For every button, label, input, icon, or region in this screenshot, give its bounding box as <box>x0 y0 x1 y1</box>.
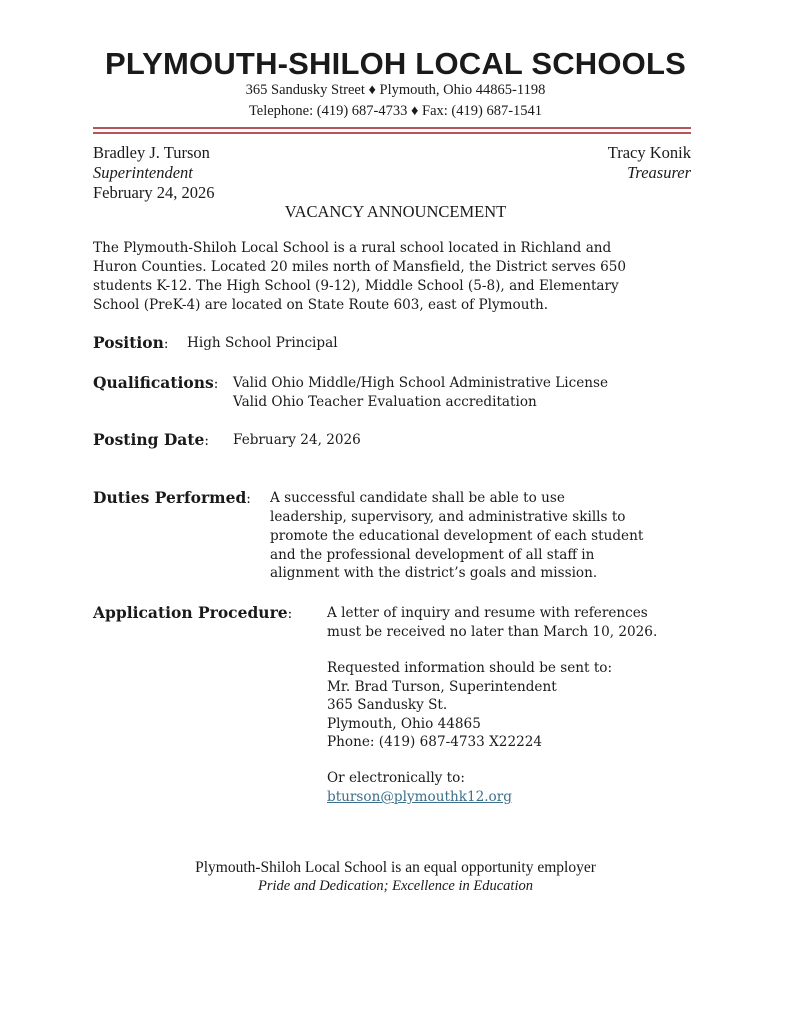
duties-line: and the professional development of all staff in <box>270 547 595 563</box>
intro-line: School (PreK-4) are located on State Route 603, east of Plymouth. <box>93 297 549 313</box>
equal-opportunity-statement: Plymouth-Shiloh Local School is an equal opportunity employer <box>195 859 596 876</box>
application-line: Requested information should be sent to: <box>327 660 613 676</box>
position-value: High School Principal <box>187 335 338 351</box>
application-line: must be received no later than March 10, 2026. <box>327 624 658 640</box>
application-line: Phone: (419) 687-4733 X22224 <box>327 734 543 750</box>
posting-date-label: Posting Date <box>93 430 205 449</box>
superintendent-name: Bradley J. Turson <box>93 143 210 162</box>
application-line: 365 Sandusky St. <box>327 697 448 713</box>
duties-label: Duties Performed <box>93 488 247 507</box>
duties-line: promote the educational development of each student <box>270 528 644 544</box>
intro-line: The Plymouth-Shiloh Local School is a rural school located in Richland and <box>93 240 612 256</box>
header-rule-bottom <box>93 132 691 134</box>
header-rule-top <box>93 127 691 129</box>
intro-line: Huron Counties. Located 20 miles north of Mansfield, the District serves 650 <box>93 259 627 275</box>
letter-date: February 24, 2026 <box>93 183 215 202</box>
qualifications-label: Qualifications <box>93 373 214 392</box>
application-line: Mr. Brad Turson, Superintendent <box>327 679 557 695</box>
announcement-heading: VACANCY ANNOUNCEMENT <box>284 202 507 221</box>
qualification-item: Valid Ohio Teacher Evaluation accreditation <box>233 394 537 410</box>
duties-line: alignment with the district’s goals and mission. <box>270 565 598 581</box>
intro-line: students K-12. The High School (9-12), Middle School (5-8), and Elementary <box>93 278 619 294</box>
duties-line: A successful candidate shall be able to use <box>270 490 565 506</box>
duties-line: leadership, supervisory, and administrative skills to <box>270 509 626 525</box>
school-phone: Telephone: (419) 687-4733 ♦ Fax: (419) 687-1541 <box>248 103 543 119</box>
posting-date-value: February 24, 2026 <box>233 432 361 448</box>
qualification-item: Valid Ohio Middle/High School Administrative License <box>233 375 609 391</box>
treasurer-name: Tracy Konik <box>607 143 691 162</box>
school-name: PLYMOUTH-SHILOH LOCAL SCHOOLS <box>104 46 687 81</box>
superintendent-title: Superintendent <box>93 163 193 182</box>
treasurer-title: Treasurer <box>627 163 691 182</box>
application-line: Or electronically to: <box>327 770 465 786</box>
application-line: Plymouth, Ohio 44865 <box>327 716 481 732</box>
email-link[interactable]: bturson@plymouthk12.org <box>327 789 512 805</box>
school-address: 365 Sandusky Street ♦ Plymouth, Ohio 44865-1198 <box>245 82 546 98</box>
application-line: A letter of inquiry and resume with references <box>327 605 648 621</box>
document-page: PLYMOUTH-SHILOH LOCAL SCHOOLS 365 Sandusky Street ♦ Plymouth, Ohio 44865-1198 Telephone: (419) 687-4733 ♦ Fax: (419) 687-1541 Bradley J. Turson Superintendent February 24, 2026 Tracy Konik Treasurer VACANCY ANNOUNCEMENT The Plymouth-Shiloh Local School is a rural school located in Richland and Huron Counties. Located 20 miles north of Mansfield, the District serves 650 students K-12. The High School (9-12), Middle School (5-8), and Elementary School (PreK-4) are located on State Route 603, east of Plymouth. Position: High School Principal Qualifications: Valid Ohio Middle/High School Administrative License Valid Ohio Teacher Evaluation accreditation Posting Date: February 24, 2026 Duties Performed: A successful candidate shall be able to use leadership, supervisory, and administrative skills to promote the educational development of each student and the professional development of all staff in alignment with the district’s goals and mission. Application Procedure: A letter of inquiry and resume with references must be received no later than March 10, 2026. Requested information should be sent to: Mr. Brad Turson, Superintendent 365 Sandusky St. Plymouth, Ohio 44865 Phone: (419) 687-4733 X22224 Or electronically to: bturson@plymouthk12.org Plymouth-Shiloh Local School is an equal opportunity employer Pride and Dedication; Excellence in Education <box>0 0 791 1024</box>
application-label: Application Procedure <box>93 603 288 622</box>
motto: Pride and Dedication; Excellence in Education <box>257 878 533 894</box>
position-label: Position <box>93 333 164 352</box>
